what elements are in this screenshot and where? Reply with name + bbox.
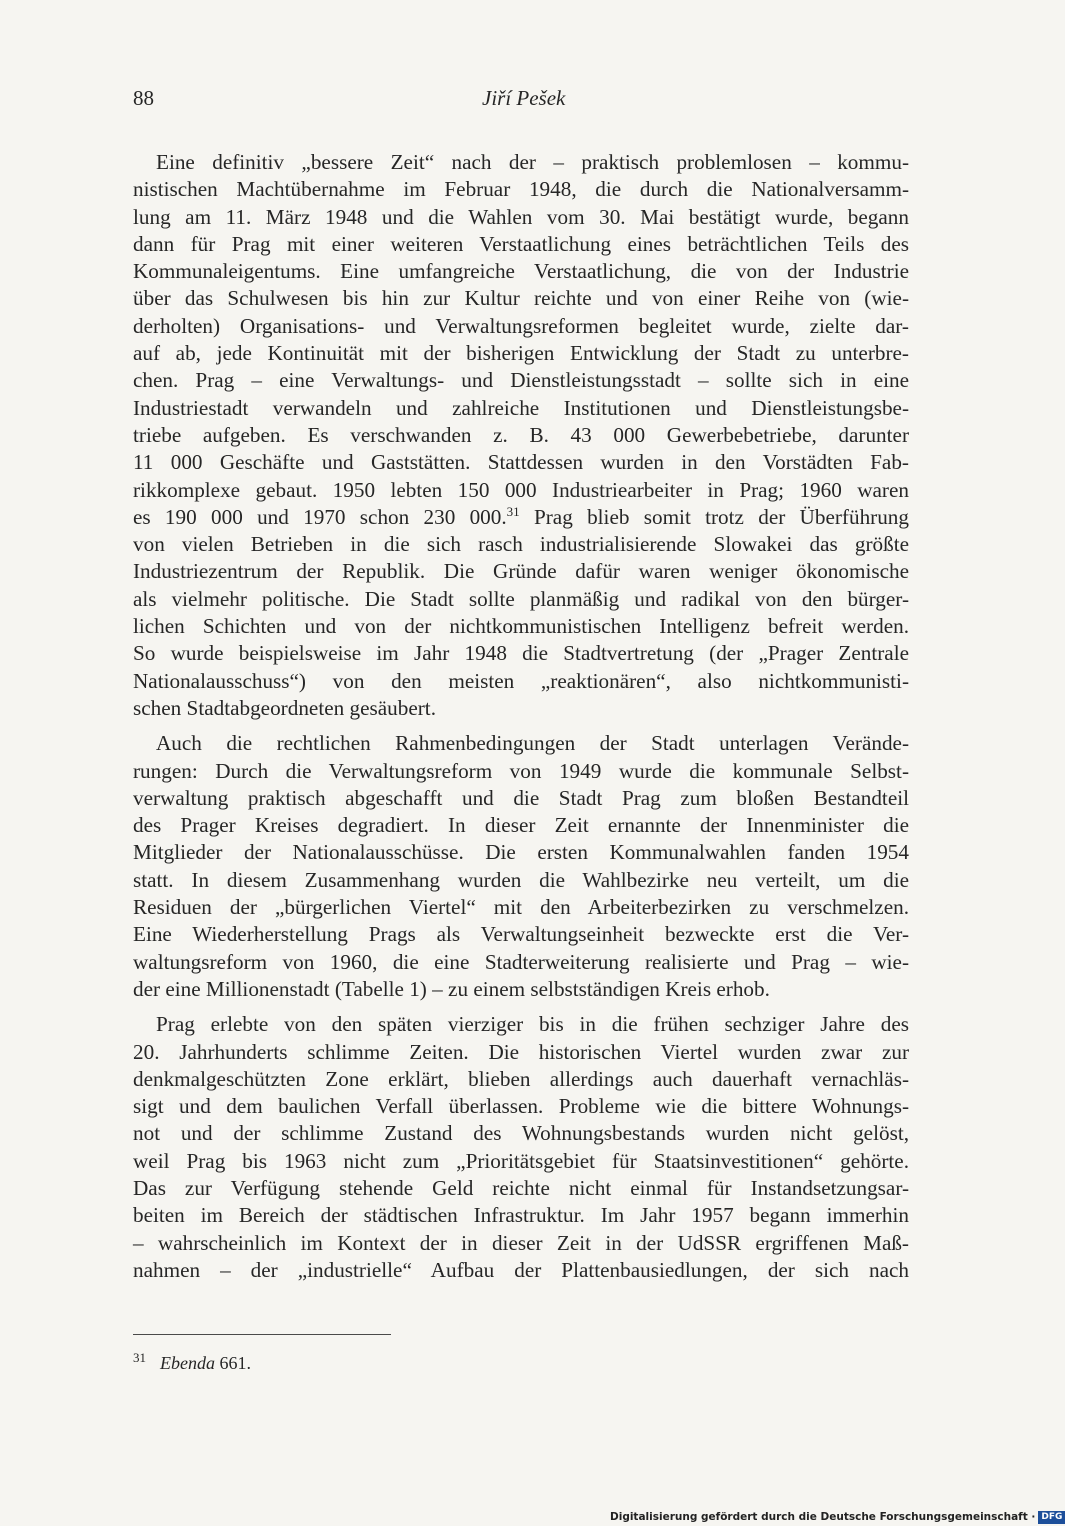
text-line: lung am 11. März 1948 und die Wahlen vom 30. Mai bestätigt wurde, begann [133,204,909,229]
text-line: triebe aufgeben. Es verschwanden z. B. 43 000 Gewerbebetriebe, darunter [133,422,909,447]
text-line: beiten im Bereich der städtischen Infrastruktur. Im Jahr 1957 begann immerhin [133,1203,909,1228]
text-line: Residuen der „bürgerlichen Viertel“ mit den Arbeiterbezirken zu verschmelzen. [133,895,909,920]
text-line: not und der schlimme Zustand des Wohnungsbestands wurden nicht gelöst, [133,1121,909,1146]
text-line: – wahrscheinlich im Kontext der in dieser Zeit in der UdSSR ergriffenen Maß- [133,1230,909,1255]
footnote-separator [133,1334,391,1335]
paragraph-gap [133,722,909,730]
text-line: Industriestadt verwandeln und zahlreiche Institutionen und Dienstleistungsbe- [133,395,909,420]
text-line: verwaltung praktisch abgeschafft und die Stadt Prag zum bloßen Bestandteil [133,785,909,810]
footnote-reference[interactable]: 31 [506,503,520,519]
text-line: Das zur Verfügung stehende Geld reichte nicht einmal für Instandsetzungsar- [133,1175,909,1200]
text-line: chen. Prag – eine Verwaltungs- und Dienstleistungsstadt – sollte sich in eine [133,368,909,393]
text-segment: es 190 000 und 1970 schon 230 000. [133,504,507,529]
text-line: denkmalgeschützten Zone erklärt, blieben allerdings auch dauerhaft vernachläs- [133,1066,909,1091]
page-header [133,86,911,116]
paragraph-3 [133,1011,909,1284]
text-line: des Prager Kreises degradiert. In dieser Zeit ernannte der Innenminister die [133,813,909,838]
text-line: 20. Jahrhunderts schlimme Zeiten. Die historischen Viertel wurden zwar zur [133,1039,909,1064]
paragraph-1 [133,149,909,722]
footnote-page: 661. [214,1353,251,1373]
text-line: von vielen Betrieben in die sich rasch industrialisierende Slowakei das größte [133,532,909,557]
text-line: Kommunaleigentums. Eine umfangreiche Verstaatlichung, die von der Industrie [133,259,909,284]
text-line: sigt und dem baulichen Verfall überlassen. Probleme wie die bittere Wohnungs- [133,1094,909,1119]
text-line: als vielmehr politische. Die Stadt sollte planmäßig und radikal von den bürger- [133,586,909,611]
text-line: weil Prag bis 1963 nicht zum „Prioritätsgebiet für Staatsinvestitionen“ gehörte. [133,1148,909,1173]
dfg-logo: DFG [1038,1511,1065,1524]
text-line: statt. In diesem Zusammenhang wurden die Wahlbezirke neu verteilt, um die [133,867,909,892]
text-line: auf ab, jede Kontinuität mit der bisherigen Entwicklung der Stadt zu unterbre- [133,341,909,366]
digitization-credit [610,1509,1065,1525]
text-line: Eine definitiv „bessere Zeit“ nach der – praktisch problemlosen – kommu- [156,150,909,174]
text-line: Eine Wiederherstellung Prags als Verwaltungseinheit bezweckte erst die Ver- [133,922,909,947]
text-line-with-footnote-ref [133,504,909,531]
text-line: nahmen – der „industrielle“ Aufbau der Plattenbausiedlungen, der sich nach [133,1257,909,1282]
text-segment: Prag blieb somit trotz der Überführung [519,504,909,529]
text-line: Prag erlebte von den späten vierziger bis in die frühen sechziger Jahre des [156,1012,909,1037]
text-line: derholten) Organisations- und Verwaltungsreformen begleitet wurde, zielte dar- [133,313,909,338]
digitization-credit-text: Digitalisierung gefördert durch die Deutsche Forschungsgemeinschaft · [610,1511,1036,1523]
text-line: rungen: Durch die Verwaltungsreform von 1949 wurde die kommunale Selbst- [133,758,909,783]
footnote [133,1346,251,1375]
text-line: über das Schulwesen bis hin zur Kultur reichte und von einer Reihe von (wie- [133,286,909,311]
paragraph-2 [133,730,909,1003]
text-line: So wurde beispielsweise im Jahr 1948 die Stadtvertretung (der „Prager Zentrale [133,641,909,666]
footnote-source: Ebenda [160,1353,215,1373]
body-text [133,149,909,1284]
paragraph-gap [133,1003,909,1011]
text-line: Mitglieder der Nationalausschüsse. Die ersten Kommunalwahlen fanden 1954 [133,840,909,865]
text-line: nistischen Machtübernahme im Februar 1948, die durch die Nationalversamm- [133,177,909,202]
text-line: dann für Prag mit einer weiteren Verstaatlichung eines beträchtlichen Teils des [133,231,909,256]
text-line: rikkomplexe gebaut. 1950 lebten 150 000 Industriearbeiter in Prag; 1960 waren [133,477,909,502]
text-line: 11 000 Geschäfte und Gaststätten. Stattdessen wurden in den Vorstädten Fab- [133,450,909,475]
running-head-author: Jiří Pešek [482,86,566,110]
text-line: schen Stadtabgeordneten gesäubert. [133,695,436,720]
text-line: Nationalausschuss“) von den meisten „reaktionären“, also nichtkommunisti- [133,668,909,693]
page-number: 88 [133,86,154,110]
text-line: Industriezentrum der Republik. Die Gründe dafür waren weniger ökonomische [133,559,909,584]
text-line: lichen Schichten und von der nichtkommunistischen Intelligenz befreit werden. [133,614,909,639]
footnote-number: 31 [133,1350,146,1365]
text-line: der eine Millionenstadt (Tabelle 1) – zu einem selbstständigen Kreis erhob. [133,976,770,1001]
text-line: waltungsreform von 1960, die eine Stadterweiterung realisierte und Prag – wie- [133,949,909,974]
text-line: Auch die rechtlichen Rahmenbedingungen der Stadt unterlagen Verände- [156,731,909,756]
